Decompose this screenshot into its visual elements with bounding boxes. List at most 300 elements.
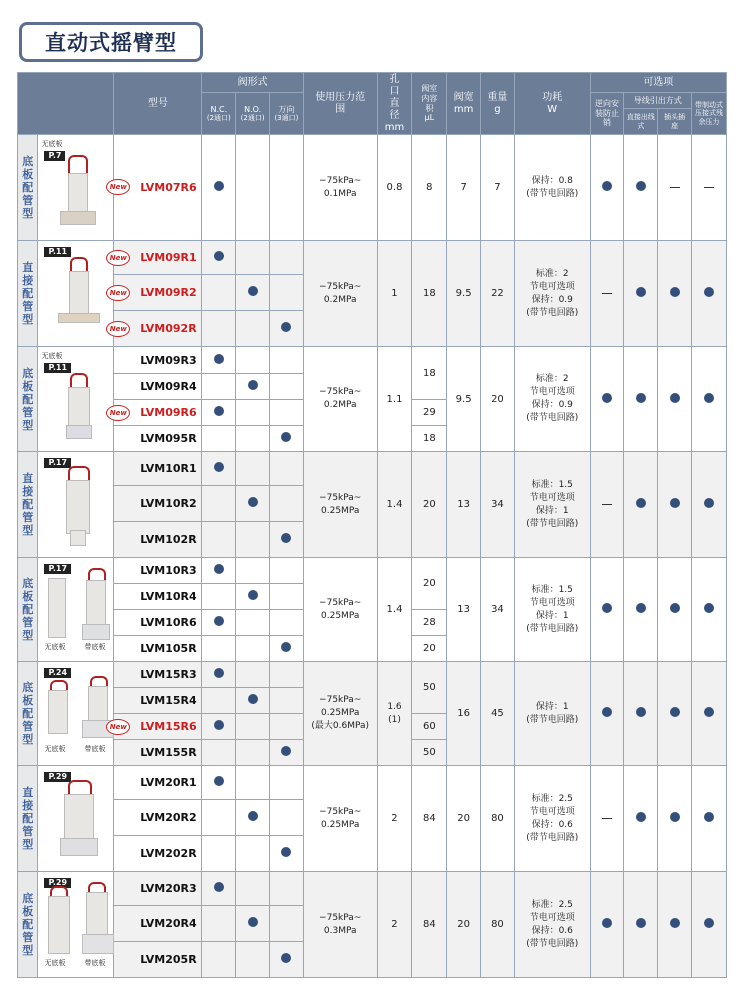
row-side-label: 直接配管型 (18, 766, 38, 872)
no-cell (236, 400, 270, 426)
no-cell (236, 452, 270, 486)
option-cell (692, 135, 727, 241)
option-cell (658, 872, 692, 978)
volume-cell: 18 (412, 426, 447, 452)
volume-cell: 84 (412, 872, 447, 978)
page-ref: P.11 (44, 247, 71, 257)
model-cell (114, 347, 202, 374)
pressure-cell: −75kPa~ 0.2MPa (303, 241, 377, 347)
page-ref: P.17 (44, 564, 71, 574)
width-cell: 9.5 (447, 347, 481, 452)
no-cell (236, 347, 270, 374)
bullet-icon (214, 776, 224, 786)
header-width: 阀宽 mm (447, 73, 481, 135)
pressure-cell: −75kPa~ 0.25MPa (303, 452, 377, 558)
power-cell: 标准：2 节电可选项 保持：0.9 (带节电回路) (514, 347, 590, 452)
universal-cell (270, 610, 304, 636)
model-name: LVM092R (140, 322, 197, 335)
model-cell (114, 942, 202, 978)
page-ref: P.29 (44, 772, 71, 782)
option-cell (692, 558, 727, 662)
no-cell (236, 800, 270, 836)
bullet-icon (214, 181, 224, 191)
option-cell (658, 558, 692, 662)
no-cell (236, 740, 270, 766)
header-pressure: 使用压力范围 (303, 73, 377, 135)
product-image (38, 558, 114, 662)
model-cell (114, 688, 202, 714)
option-cell (658, 662, 692, 766)
universal-cell (270, 275, 304, 311)
volume-cell: 50 (412, 740, 447, 766)
orifice-cell: 1 (377, 241, 412, 347)
orifice-cell: 1.6 (1) (377, 662, 412, 766)
model-name: LVM07R6 (140, 181, 197, 194)
option-cell (624, 872, 658, 978)
table-row (18, 347, 727, 374)
pressure-cell: −75kPa~ 0.3MPa (303, 872, 377, 978)
weight-cell: 34 (481, 452, 515, 558)
volume-cell: 84 (412, 766, 447, 872)
nc-cell (202, 426, 236, 452)
orifice-cell: 2 (377, 766, 412, 872)
nc-cell (202, 714, 236, 740)
product-image (38, 452, 114, 558)
universal-cell (270, 766, 304, 800)
model-name: LVM102R (140, 533, 197, 546)
option-cell (590, 241, 624, 347)
model-name: LVM15R4 (140, 694, 197, 707)
model-name: LVM155R (140, 746, 197, 759)
weight-cell: 7 (481, 135, 515, 241)
nc-cell (202, 347, 236, 374)
header-no: N.O. (2通口) (236, 93, 270, 135)
table-row (18, 662, 727, 688)
power-cell: 标准：2.5 节电可选项 保持：0.6 (带节电回路) (514, 872, 590, 978)
power-cell: 标准：1.5 节电可选项 保持：1 (带节电回路) (514, 558, 590, 662)
option-cell (692, 452, 727, 558)
option-cell (692, 662, 727, 766)
nc-cell (202, 836, 236, 872)
model-name: LVM10R6 (140, 616, 197, 629)
universal-cell (270, 311, 304, 347)
orifice-cell: 1.1 (377, 347, 412, 452)
option-cell (658, 135, 692, 241)
dash-icon (670, 187, 680, 188)
bullet-icon (636, 287, 646, 297)
model-name: LVM09R3 (140, 353, 197, 367)
universal-cell (270, 740, 304, 766)
volume-cell: 28 (412, 610, 447, 636)
bullet-icon (636, 812, 646, 822)
row-side-label: 底板配管型 (18, 558, 38, 662)
orifice-cell: 0.8 (377, 135, 412, 241)
universal-cell (270, 636, 304, 662)
power-cell: 标准：2.5 节电可选项 保持：0.6 (带节电回路) (514, 766, 590, 872)
universal-cell (270, 522, 304, 558)
pressure-cell: −75kPa~ 0.2MPa (303, 347, 377, 452)
page-ref: P.11 (44, 363, 71, 373)
header-freeze: 带制动式压接式残余压力 (692, 93, 727, 135)
row-side-label: 直接配管型 (18, 452, 38, 558)
table-row (18, 452, 727, 486)
nc-cell (202, 584, 236, 610)
volume-cell: 50 (412, 662, 447, 714)
bullet-icon (248, 811, 258, 821)
option-cell (590, 558, 624, 662)
row-side-label: 底板配管型 (18, 135, 38, 241)
no-base-label: 无底板 (41, 352, 63, 360)
bullet-icon (704, 287, 714, 297)
model-name: LVM09R4 (140, 380, 197, 393)
with-base-caption: 带底板 (84, 643, 106, 651)
bullet-icon (602, 393, 612, 403)
model-name: LVM095R (140, 432, 197, 445)
model-name: LVM20R1 (140, 776, 197, 789)
page-ref: P.7 (44, 151, 65, 161)
product-image (38, 766, 114, 872)
header-options: 可选项 (590, 73, 726, 93)
model-cell (114, 662, 202, 688)
power-cell: 保持：1 (带节电回路) (514, 662, 590, 766)
no-cell (236, 610, 270, 636)
new-badge: New (106, 179, 130, 195)
table-row (18, 558, 727, 584)
product-image (38, 872, 114, 978)
model-name: LVM20R2 (140, 811, 197, 824)
universal-cell (270, 452, 304, 486)
bullet-icon (704, 498, 714, 508)
bullet-icon (214, 251, 224, 261)
model-cell (114, 522, 202, 558)
option-cell (624, 558, 658, 662)
no-cell (236, 426, 270, 452)
orifice-cell: 2 (377, 872, 412, 978)
section-title: 直动式摇臂型 (45, 31, 177, 55)
width-cell: 13 (447, 452, 481, 558)
nc-cell (202, 688, 236, 714)
option-cell (658, 347, 692, 452)
pressure-cell: −75kPa~ 0.25MPa (303, 558, 377, 662)
model-cell (114, 872, 202, 906)
nc-cell (202, 800, 236, 836)
header-reverse: 逆向安装防止销 (590, 93, 624, 135)
orifice-cell: 1.4 (377, 452, 412, 558)
width-cell: 13 (447, 558, 481, 662)
dash-icon (704, 187, 714, 188)
bullet-icon (670, 287, 680, 297)
universal-cell (270, 241, 304, 275)
bullet-icon (602, 707, 612, 717)
universal-cell (270, 662, 304, 688)
no-cell (236, 486, 270, 522)
bullet-icon (602, 181, 612, 191)
bullet-icon (214, 564, 224, 574)
universal-cell (270, 426, 304, 452)
weight-cell: 80 (481, 872, 515, 978)
model-cell (114, 610, 202, 636)
model-cell (114, 906, 202, 942)
row-side-label: 底板配管型 (18, 347, 38, 452)
bullet-icon (704, 393, 714, 403)
nc-cell (202, 522, 236, 558)
no-cell (236, 275, 270, 311)
volume-cell: 18 (412, 241, 447, 347)
model-name: LVM105R (140, 642, 197, 655)
volume-cell: 8 (412, 135, 447, 241)
bullet-icon (636, 707, 646, 717)
no-cell (236, 714, 270, 740)
row-side-label: 底板配管型 (18, 872, 38, 978)
bullet-icon (670, 603, 680, 613)
nc-cell (202, 311, 236, 347)
model-cell (114, 740, 202, 766)
model-cell (114, 584, 202, 610)
bullet-icon (670, 498, 680, 508)
nc-cell (202, 610, 236, 636)
no-cell (236, 872, 270, 906)
bullet-icon (636, 603, 646, 613)
product-image (38, 662, 114, 766)
header-wire-lead: 导线引出方式 (624, 93, 692, 109)
pressure-cell: −75kPa~ 0.1MPa (303, 135, 377, 241)
bullet-icon (636, 393, 646, 403)
model-cell (114, 800, 202, 836)
new-badge: New (106, 405, 130, 421)
header-valve-type: 阀形式 (202, 73, 303, 93)
model-cell (109, 275, 202, 311)
bullet-icon (248, 694, 258, 704)
bullet-icon (670, 812, 680, 822)
bullet-icon (248, 917, 258, 927)
volume-cell: 20 (412, 558, 447, 610)
pressure-cell: −75kPa~ 0.25MPa (303, 766, 377, 872)
nc-cell (202, 942, 236, 978)
row-side-label: 底板配管型 (18, 662, 38, 766)
universal-cell (270, 872, 304, 906)
bullet-icon (281, 746, 291, 756)
universal-cell (270, 400, 304, 426)
model-name: LVM15R6 (140, 720, 197, 733)
table-row (18, 241, 727, 275)
option-cell (624, 452, 658, 558)
model-cell (109, 241, 202, 275)
no-cell (236, 374, 270, 400)
model-name: LVM205R (140, 953, 197, 966)
table-row (18, 766, 727, 800)
header-universal: 万向 (3通口) (270, 93, 304, 135)
option-cell (624, 347, 658, 452)
model-name: LVM10R2 (140, 497, 197, 510)
bullet-icon (281, 847, 291, 857)
universal-cell (270, 486, 304, 522)
model-cell (114, 766, 202, 800)
table-row (18, 135, 727, 241)
width-cell: 16 (447, 662, 481, 766)
bullet-icon (248, 380, 258, 390)
universal-cell (270, 558, 304, 584)
model-name: LVM10R1 (140, 462, 197, 475)
dash-icon (602, 504, 612, 505)
weight-cell: 34 (481, 558, 515, 662)
option-cell (590, 452, 624, 558)
option-cell (658, 452, 692, 558)
model-cell (114, 374, 202, 400)
bullet-icon (704, 603, 714, 613)
no-cell (236, 942, 270, 978)
dash-icon (602, 293, 612, 294)
bullet-icon (636, 181, 646, 191)
width-cell: 20 (447, 872, 481, 978)
model-cell (114, 636, 202, 662)
model-cell (109, 714, 202, 740)
bullet-icon (214, 406, 224, 416)
model-cell (114, 836, 202, 872)
model-cell (114, 426, 202, 452)
model-name: LVM15R3 (140, 668, 197, 681)
nc-cell (202, 636, 236, 662)
product-image (38, 135, 114, 241)
table-row (18, 872, 727, 906)
bullet-icon (281, 642, 291, 652)
option-cell (624, 135, 658, 241)
no-cell (236, 662, 270, 688)
bullet-icon (214, 354, 224, 364)
model-name: LVM20R3 (140, 882, 197, 895)
universal-cell (270, 836, 304, 872)
nc-cell (202, 662, 236, 688)
bullet-icon (248, 286, 258, 296)
dash-icon (602, 818, 612, 819)
model-name: LVM202R (140, 847, 197, 860)
universal-cell (270, 942, 304, 978)
no-cell (236, 636, 270, 662)
product-image (38, 241, 114, 347)
model-cell (109, 135, 202, 241)
model-cell (109, 311, 202, 347)
weight-cell: 22 (481, 241, 515, 347)
universal-cell (270, 800, 304, 836)
no-base-caption: 无底板 (44, 643, 66, 651)
bullet-icon (281, 533, 291, 543)
bullet-icon (636, 918, 646, 928)
no-cell (236, 522, 270, 558)
new-badge: New (106, 250, 130, 266)
volume-cell: 29 (412, 400, 447, 426)
header-nc: N.C. (2通口) (202, 93, 236, 135)
model-cell (114, 452, 202, 486)
bullet-icon (248, 497, 258, 507)
page-ref: P.29 (44, 878, 71, 888)
volume-cell: 60 (412, 714, 447, 740)
option-cell (692, 347, 727, 452)
width-cell: 9.5 (447, 241, 481, 347)
no-cell (236, 241, 270, 275)
header-weight: 重量 g (481, 73, 515, 135)
no-base-label: 无底板 (41, 140, 63, 148)
nc-cell (202, 275, 236, 311)
no-base-caption: 无底板 (44, 745, 66, 753)
header-model: 型号 (114, 73, 202, 135)
bullet-icon (281, 322, 291, 332)
bullet-icon (214, 882, 224, 892)
nc-cell (202, 486, 236, 522)
no-cell (236, 836, 270, 872)
option-cell (590, 872, 624, 978)
universal-cell (270, 347, 304, 374)
nc-cell (202, 400, 236, 426)
option-cell (692, 872, 727, 978)
header-volume: 阀室内容积 μL (412, 73, 447, 135)
model-name: LVM09R6 (140, 406, 197, 419)
orifice-cell: 1.4 (377, 558, 412, 662)
row-side-label: 直接配管型 (18, 241, 38, 347)
width-cell: 20 (447, 766, 481, 872)
weight-cell: 80 (481, 766, 515, 872)
no-cell (236, 584, 270, 610)
option-cell (624, 766, 658, 872)
power-cell: 标准：1.5 节电可选项 保持：1 (带节电回路) (514, 452, 590, 558)
nc-cell (202, 135, 236, 241)
volume-cell: 18 (412, 347, 447, 400)
bullet-icon (636, 498, 646, 508)
nc-cell (202, 766, 236, 800)
bullet-icon (248, 590, 258, 600)
bullet-icon (214, 462, 224, 472)
weight-cell: 20 (481, 347, 515, 452)
new-badge: New (106, 321, 130, 337)
no-cell (236, 906, 270, 942)
nc-cell (202, 241, 236, 275)
bullet-icon (704, 707, 714, 717)
option-cell (658, 241, 692, 347)
no-cell (236, 766, 270, 800)
model-name: LVM09R2 (140, 286, 197, 299)
bullet-icon (281, 953, 291, 963)
universal-cell (270, 714, 304, 740)
with-base-caption: 带底板 (84, 959, 106, 967)
universal-cell (270, 584, 304, 610)
model-cell (114, 558, 202, 584)
model-cell (109, 400, 202, 426)
bullet-icon (214, 616, 224, 626)
weight-cell: 45 (481, 662, 515, 766)
nc-cell (202, 740, 236, 766)
model-name: LVM20R4 (140, 917, 197, 930)
header-orifice: 孔口直径 mm (377, 73, 412, 135)
option-cell (590, 662, 624, 766)
power-cell: 标准：2 节电可选项 保持：0.9 (带节电回路) (514, 241, 590, 347)
bullet-icon (670, 707, 680, 717)
header-blank (18, 73, 114, 135)
bullet-icon (214, 720, 224, 730)
nc-cell (202, 872, 236, 906)
option-cell (590, 766, 624, 872)
universal-cell (270, 374, 304, 400)
header-direct-out: 直接出线式 (624, 109, 658, 135)
no-cell (236, 135, 270, 241)
no-cell (236, 311, 270, 347)
option-cell (658, 766, 692, 872)
page-ref: P.24 (44, 668, 71, 678)
nc-cell (202, 906, 236, 942)
nc-cell (202, 374, 236, 400)
bullet-icon (281, 432, 291, 442)
nc-cell (202, 558, 236, 584)
product-image (38, 347, 114, 452)
volume-cell: 20 (412, 452, 447, 558)
bullet-icon (704, 812, 714, 822)
